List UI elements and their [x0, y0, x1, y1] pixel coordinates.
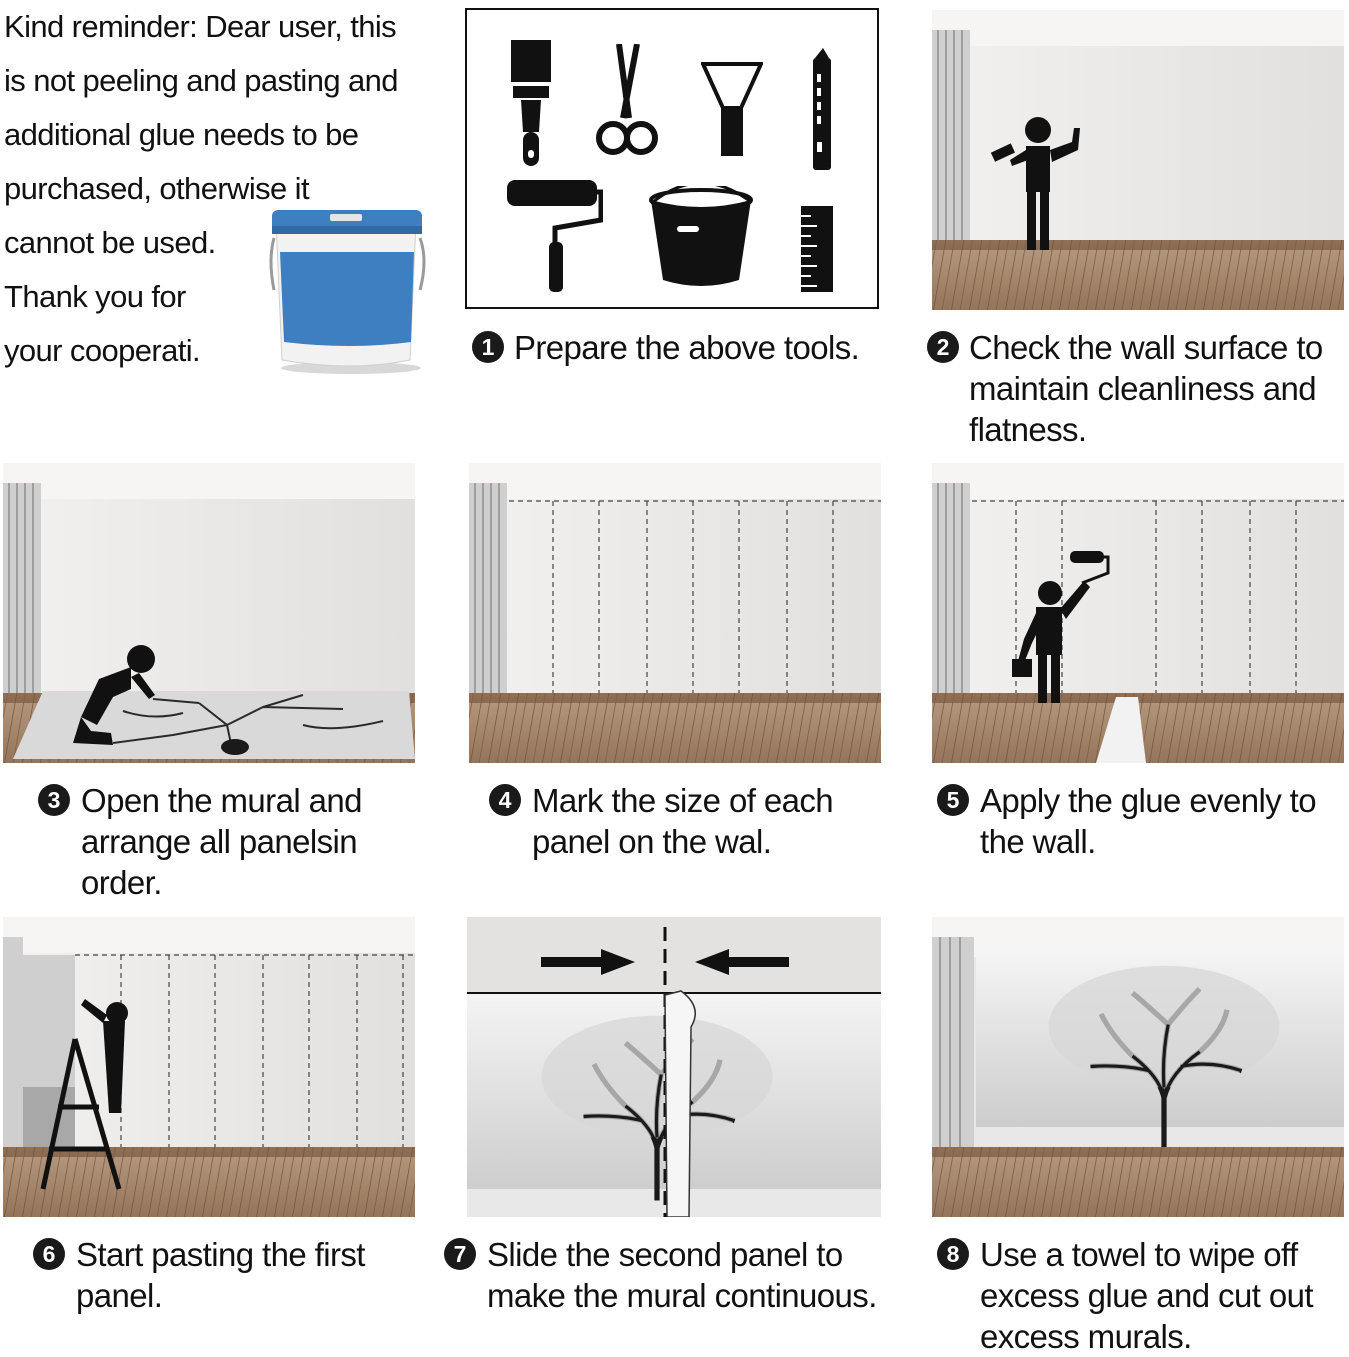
- step-text-line: excess murals.: [980, 1318, 1192, 1355]
- scene-apply-glue: [932, 463, 1344, 763]
- step-text-line: Apply the glue evenly to: [980, 782, 1316, 819]
- step-number-badge: 7: [444, 1238, 476, 1270]
- step-text-line: Start pasting the first: [76, 1236, 365, 1273]
- scene-second-panel: [467, 917, 881, 1217]
- step-text-line: arrange all panelsin: [81, 823, 358, 860]
- step-number-badge: 4: [489, 784, 521, 816]
- ruler-icon: [797, 204, 837, 294]
- step-text-line: excess glue and cut out: [980, 1277, 1313, 1314]
- scene-first-panel: [3, 917, 415, 1217]
- tools-panel: [465, 8, 879, 309]
- step-text-line: Open the mural and: [81, 782, 362, 819]
- step-text-line: order.: [81, 864, 162, 901]
- step-number-badge: 1: [472, 331, 504, 363]
- paint-roller-icon: [507, 180, 603, 294]
- step-text-line: Use a towel to wipe off: [980, 1236, 1298, 1273]
- reminder-line: purchased, otherwise it: [4, 171, 309, 206]
- reminder-line: cannot be used.: [4, 225, 216, 260]
- reminder-line: is not peeling and pasting and: [4, 63, 398, 98]
- scraper-icon: [701, 62, 763, 158]
- scene-mark-panels: [469, 463, 881, 763]
- step-number-badge: 2: [927, 331, 959, 363]
- step-text-line: Prepare the above tools.: [514, 329, 860, 366]
- reminder-line: additional glue needs to be: [4, 117, 359, 152]
- scene-finished-mural: [932, 917, 1344, 1217]
- scene-check-wall: [932, 10, 1344, 310]
- step-text-line: the wall.: [980, 823, 1096, 860]
- step-text-line: make the mural continuous.: [487, 1277, 877, 1314]
- step-text-line: maintain cleanliness and: [969, 370, 1316, 407]
- step-text-line: panel on the wal.: [532, 823, 772, 860]
- step-number-badge: 8: [937, 1238, 969, 1270]
- step-text-line: panel.: [76, 1277, 163, 1314]
- reminder-line: your cooperati.: [4, 333, 201, 368]
- scene-open-mural: [3, 463, 415, 763]
- paint-brush-icon: [507, 40, 555, 170]
- reminder-line: Kind reminder: Dear user, this: [4, 9, 397, 44]
- step-text-line: Mark the size of each: [532, 782, 834, 819]
- step-number-badge: 6: [33, 1238, 65, 1270]
- step-number-badge: 3: [38, 784, 70, 816]
- step-text-line: Check the wall surface to: [969, 329, 1323, 366]
- step-text-line: flatness.: [969, 411, 1087, 448]
- step-number-badge: 5: [937, 784, 969, 816]
- utility-knife-icon: [809, 48, 835, 172]
- scissors-icon: [593, 44, 659, 156]
- reminder-line: Thank you for: [4, 279, 186, 314]
- step-text-line: Slide the second panel to: [487, 1236, 843, 1273]
- glue-bucket-image: [266, 200, 436, 375]
- bucket-icon: [647, 186, 755, 290]
